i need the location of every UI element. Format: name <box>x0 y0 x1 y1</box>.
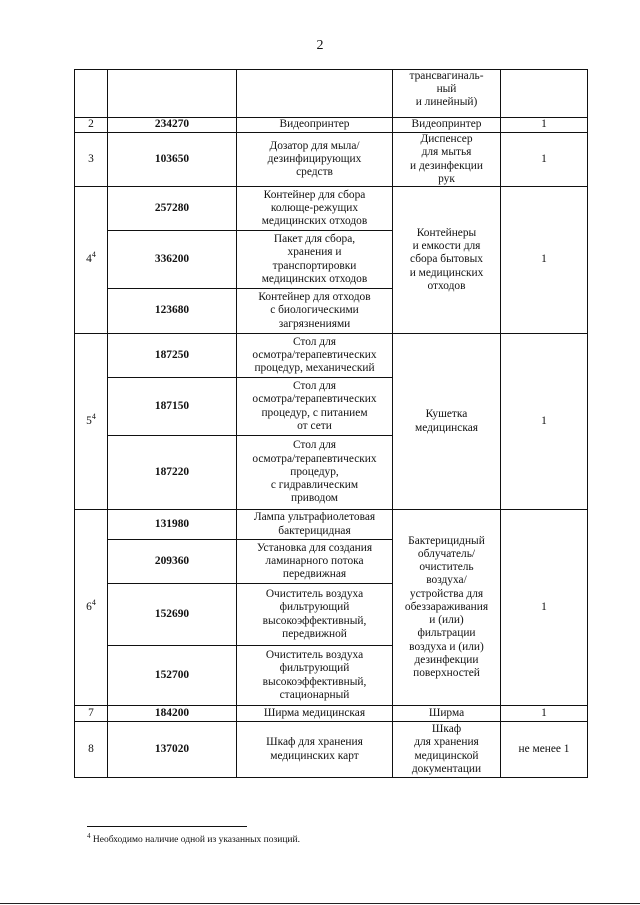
table-row <box>75 118 588 133</box>
code-cell: 123680 <box>108 289 237 334</box>
code-cell: 131980 <box>108 510 237 540</box>
name-cell: Шкаф для хранения медицинских карт <box>237 722 393 778</box>
qty-cell: 1 <box>501 187 588 334</box>
num-cell: 7 <box>75 706 108 722</box>
type-cell: Контейнеры и емкости для сбора бытовых и медицинских отходов <box>393 187 501 334</box>
name-cell: Пакет для сбора, хранения и транспортировки медицинских отходов <box>237 231 393 289</box>
footnote-divider <box>87 826 247 827</box>
qty-cell: 1 <box>501 510 588 706</box>
type-cell: Ширма <box>393 706 501 722</box>
code-cell: 336200 <box>108 231 237 289</box>
type-cell: Бактерицидный облучатель/ очиститель воздуха/ устройства для обеззараживания и (или) фильтрации воздуха и (или) дезинфекции поверхностей <box>393 510 501 706</box>
code-cell: 103650 <box>108 133 237 187</box>
scan-edge-line <box>0 903 640 904</box>
code-cell: 209360 <box>108 540 237 584</box>
table-row <box>75 70 588 118</box>
code-cell: 152700 <box>108 646 237 706</box>
table-row <box>75 187 588 231</box>
num-cell: 8 <box>75 722 108 778</box>
type-cell: Шкаф для хранения медицинской документации <box>393 722 501 778</box>
code-cell: 234270 <box>108 118 237 133</box>
num-cell: 2 <box>75 118 108 133</box>
name-cell: Видеопринтер <box>237 118 393 133</box>
name-cell: Контейнер для сбора колюще-режущих медицинских отходов <box>237 187 393 231</box>
code-cell: 257280 <box>108 187 237 231</box>
code-cell: 187250 <box>108 334 237 378</box>
table-row <box>75 334 588 378</box>
table-row <box>75 510 588 540</box>
footnote-marker: 4 <box>87 832 91 840</box>
name-cell: Ширма медицинская <box>237 706 393 722</box>
qty-cell: 1 <box>501 706 588 722</box>
qty-cell: 1 <box>501 334 588 510</box>
num-cell: 4$^4$ <box>75 187 108 334</box>
footnote <box>87 832 300 845</box>
type-cell: Диспенсер для мытья и дезинфекции рук <box>393 133 501 187</box>
code-cell: 152690 <box>108 584 237 646</box>
qty-cell: не менее 1 <box>501 722 588 778</box>
name-cell: Дозатор для мыла/ дезинфицирующих средств <box>237 133 393 187</box>
name-cell: Установка для создания ламинарного потока передвижная <box>237 540 393 584</box>
type-cell: трансвагиналь- ный и линейный) <box>393 70 501 118</box>
name-cell: Очиститель воздуха фильтрующий высокоэффективный, передвижной <box>237 584 393 646</box>
code-cell <box>108 70 237 118</box>
name-cell: Стол для осмотра/терапевтических процедур, с гидравлическим приводом <box>237 436 393 510</box>
code-cell: 137020 <box>108 722 237 778</box>
qty-cell: 1 <box>501 133 588 187</box>
qty-cell: 1 <box>501 118 588 133</box>
num-cell <box>75 70 108 118</box>
footnote-ref: 4 <box>91 250 96 260</box>
name-cell: Очиститель воздуха фильтрующий высокоэффективный, стационарный <box>237 646 393 706</box>
num-cell: 3 <box>75 133 108 187</box>
table-row <box>75 722 588 778</box>
code-cell: 184200 <box>108 706 237 722</box>
footnote-ref: 4 <box>91 598 96 608</box>
equipment-table <box>74 69 588 778</box>
footnote-text: Необходимо наличие одной из указанных позиций. <box>92 835 300 846</box>
name-cell: Лампа ультрафиолетовая бактерицидная <box>237 510 393 540</box>
name-cell <box>237 70 393 118</box>
name-cell: Контейнер для отходов с биологическими загрязнениями <box>237 289 393 334</box>
qty-cell <box>501 70 588 118</box>
code-cell: 187150 <box>108 378 237 436</box>
type-cell: Видеопринтер <box>393 118 501 133</box>
table-row <box>75 706 588 722</box>
name-cell: Стол для осмотра/терапевтических процедур, с питанием от сети <box>237 378 393 436</box>
num-cell: 6$^4$ <box>75 510 108 706</box>
table-row <box>75 133 588 187</box>
num-cell: 5$^4$ <box>75 334 108 510</box>
page-number: 2 <box>316 38 324 53</box>
name-cell: Стол для осмотра/терапевтических процедур, механический <box>237 334 393 378</box>
footnote-ref: 4 <box>91 412 96 422</box>
type-cell: Кушетка медицинская <box>393 334 501 510</box>
code-cell: 187220 <box>108 436 237 510</box>
